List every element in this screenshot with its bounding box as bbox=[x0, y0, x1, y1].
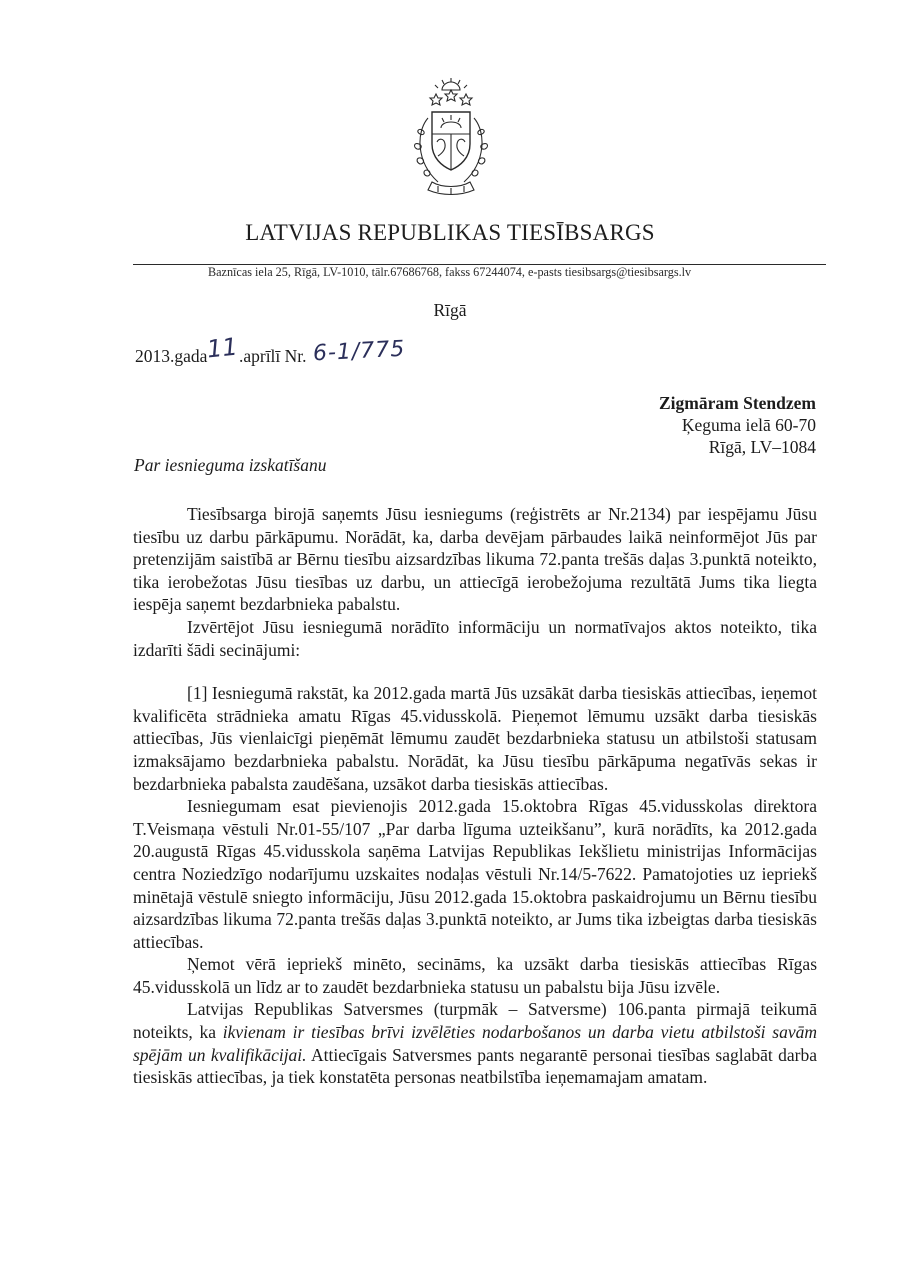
recipient-block bbox=[659, 392, 816, 458]
handwritten-day: 11 bbox=[206, 332, 240, 364]
handwritten-reference-number: 6-1/775 bbox=[311, 336, 406, 367]
paragraph-text: Latvijas Republikas Satversmes (turpmāk – Satversme) 106.panta pirmajā teikumā noteikts, ka bbox=[133, 999, 817, 1043]
dateline bbox=[135, 332, 406, 368]
letter-subject: Par iesnieguma izskatīšanu bbox=[134, 455, 327, 475]
date-month: .aprīlī Nr. bbox=[238, 346, 307, 366]
date-prefix: 2013.gada bbox=[135, 346, 208, 366]
contact-line: Baznīcas iela 25, Rīgā, LV-1010, tālr.67686768, fakss 67244074, e-pasts tiesibsargs@tiesibsargs.lv bbox=[208, 265, 692, 279]
recipient-city: Rīgā, LV–1084 bbox=[708, 437, 816, 457]
coat-of-arms-icon bbox=[408, 78, 494, 208]
body-paragraph: Tiesībsarga birojā saņemts Jūsu iesniegums (reģistrēts ar Nr.2134) par iespējamu Jūsu tiesību uz darbu pārkāpumu. Norādāt, ka, darba devējam pārbaudes laikā neinformējot Jūs par pretenzijām saistībā ar Bērnu tiesību aizsardzības likuma 72.panta trešās daļas 3.punktā noteikto, tika ierobežotas Jūsu tiesības uz darbu, un attiecīgā ierobežojuma rezultātā Jums tika liegta iespēja saņemt bezdarbnieka pabalstu. bbox=[133, 504, 817, 615]
body-paragraph: Iesniegumam esat pievienojis 2012.gada 15.oktobra Rīgas 45.vidusskolas direktora T.Veismaņa vēstuli Nr.01-55/107 „Par darba līguma uzteikšanu”, kurā norādīts, ka 2012.gada 20.augustā Rīgas 45.vidusskola saņēma Latvijas Republikas Iekšlietu ministrijas Informācijas centra Noziedzīgo nodarījumu uzskaites nodaļas vēstuli Nr.14/5-7622. Pamatojoties uz iepriekš minētajā vēstulē sniegto informāciju, Jūsu 2012.gada 15.oktobra paskaidrojumu un Bērnu tiesību aizsardzības likuma 72.panta trešās daļas 3.punktā noteikto, ar Jums tika izbeigtas darba tiesiskās attiecības. bbox=[133, 796, 817, 952]
place-of-issue: Rīgā bbox=[433, 300, 467, 320]
body-paragraph: [1] Iesniegumā rakstāt, ka 2012.gada martā Jūs uzsākāt darba tiesiskās attiecības, ieņemot kvalificēta strādnieka amatu Rīgas 45.vidusskolā. Pieņemot lēmumu uzsākt darba tiesiskās attiecības, Jūs vienlaicīgi pieņēmāt lēmumu zaudēt bezdarbnieka statusu un atbilstoši statusam izmaksājamo bezdarbnieka pabalstu. Norādāt, ka Jūsu tiesību pārkāpuma negatīvās sekas ir bezdarbnieka pabalsta zaudēšana, uzsākot darba tiesiskās attiecības. bbox=[133, 683, 817, 794]
body-paragraph: Ņemot vērā iepriekš minēto, secināms, ka uzsākt darba tiesiskās attiecības Rīgas 45.vidusskolā un līdz ar to zaudēt bezdarbnieka statusu un pabalstu bija Jūsu izvēle. bbox=[133, 954, 817, 997]
letter-body bbox=[133, 503, 817, 1089]
body-paragraph bbox=[133, 998, 817, 1088]
constitution-quote: ikvienam ir tiesības brīvi izvēlēties nodarbošanos un darba vietu atbilstoši savām spējām un kvalifikācijai. bbox=[133, 1022, 817, 1065]
paragraph-text: Attiecīgais Satversmes pants negarantē personai tiesības saglabāt darba tiesiskās attiecības, ja tiek konstatēta personas neatbilstība ieņemamajam amatam. bbox=[133, 1044, 818, 1088]
organization-name: LATVIJAS REPUBLIKAS TIESĪBSARGS bbox=[245, 220, 655, 245]
recipient-name: Zigmāram Stendzem bbox=[659, 393, 816, 413]
recipient-street: Ķeguma ielā 60-70 bbox=[681, 415, 816, 435]
body-paragraph: Izvērtējot Jūsu iesniegumā norādīto informāciju un normatīvajos aktos noteikto, tika izdarīti šādi secinājumi: bbox=[133, 616, 817, 660]
